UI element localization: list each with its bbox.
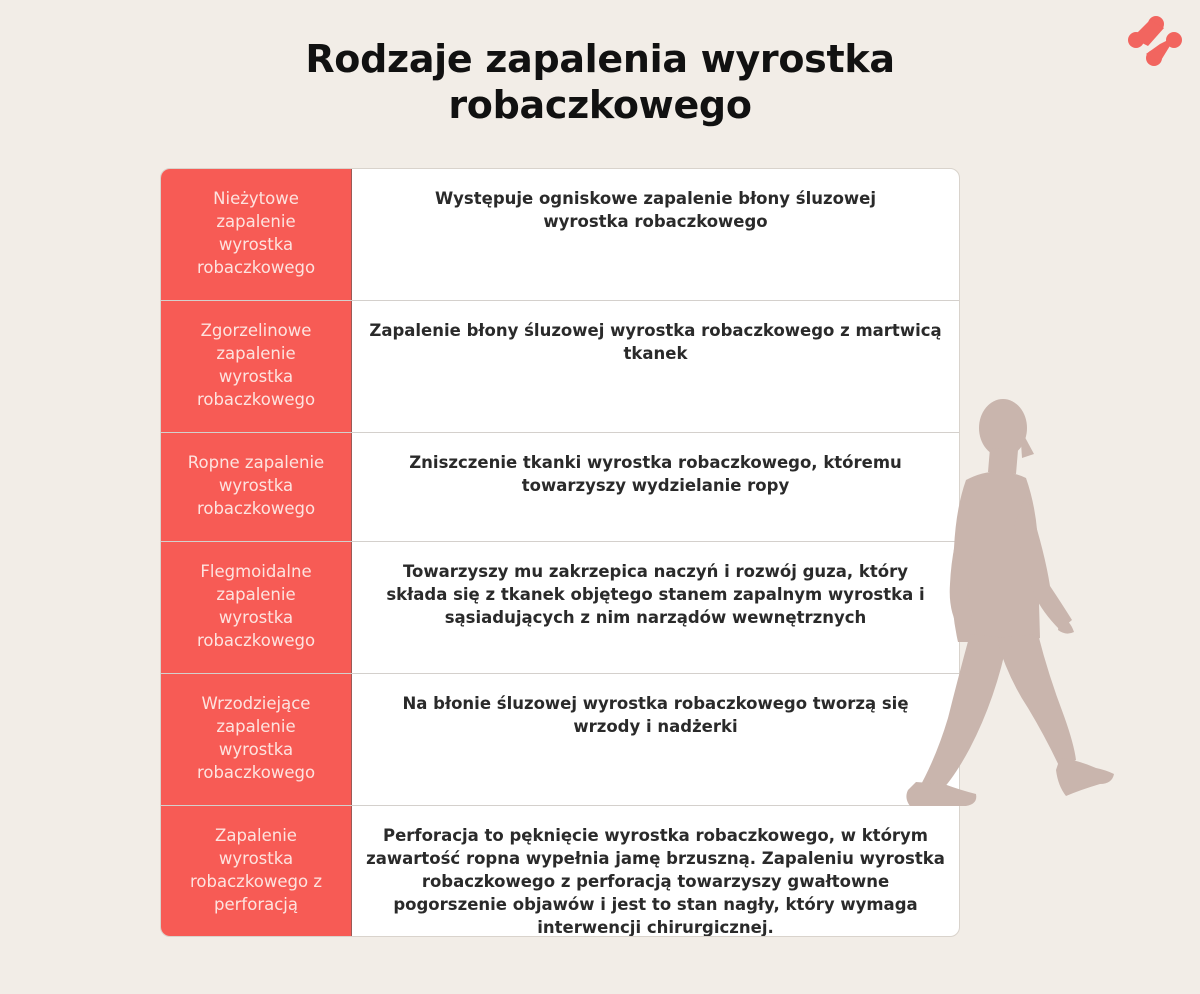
row-type-label: Flegmoidalne zapalenie wyrostka robaczkowego: [161, 542, 352, 674]
row-description: Występuje ogniskowe zapalenie błony śluzowej wyrostka robaczkowego: [434, 189, 877, 231]
row-description: Towarzyszy mu zakrzepica naczyń i rozwój guza, który składa się z tkanek objętego stanem zapalnym wyrostka i sąsiadujących z nim narządów wewnętrznych: [386, 562, 925, 627]
row-type-label: Wrzodziejące zapalenie wyrostka robaczkowego: [161, 674, 352, 806]
row-type-label: Ropne zapalenie wyrostka robaczkowego: [161, 433, 352, 542]
walking-man-silhouette: [900, 398, 1120, 810]
table-row: [161, 300, 959, 433]
row-description: Na błonie śluzowej wyrostka robaczkowego tworzą się wrzody i nadżerki: [402, 694, 909, 736]
appendicitis-types-table: [160, 168, 960, 937]
brand-logo-icon: [1124, 16, 1184, 68]
row-type-label: Zapalenie wyrostka robaczkowego z perforacją: [161, 806, 352, 937]
table-row: [161, 432, 959, 542]
row-description: Perforacja to pęknięcie wyrostka robaczkowego, w którym zawartość ropna wypełnia jamę brzuszną. Zapaleniu wyrostka robaczkowego z perforacją towarzyszy gwałtowne pogorszenie objawów i jest to stan nagły, który wymaga interwencji chirurgicznej.: [366, 826, 945, 937]
row-type-label: Zgorzelinowe zapalenie wyrostka robaczkowego: [161, 301, 352, 433]
table-row: [161, 673, 959, 806]
row-description: Zniszczenie tkanki wyrostka robaczkowego, któremu towarzyszy wydzielanie ropy: [409, 453, 902, 495]
table-row: [161, 805, 959, 937]
page-title: Rodzaje zapalenia wyrostka robaczkowego: [305, 37, 895, 127]
row-type-label: Nieżytowe zapalenie wyrostka robaczkowego: [161, 169, 352, 300]
table-row: [161, 541, 959, 674]
table-row: [161, 169, 959, 300]
row-description: Zapalenie błony śluzowej wyrostka robaczkowego z martwicą tkanek: [369, 321, 942, 363]
